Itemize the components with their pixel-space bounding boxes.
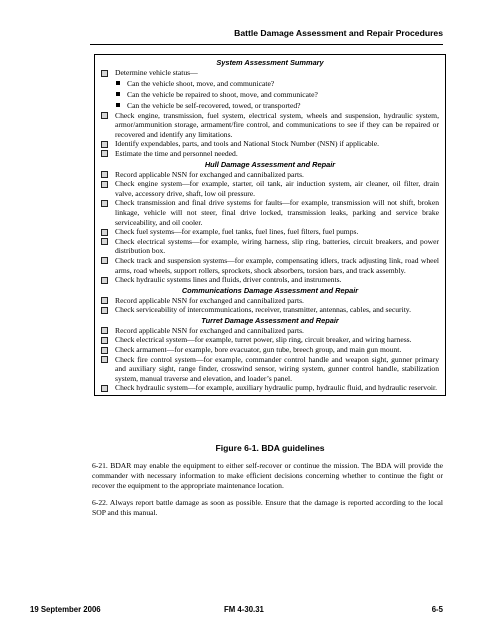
- figure-caption: Figure 6-1. BDA guidelines: [215, 443, 325, 453]
- checkbox-icon: [101, 356, 108, 363]
- checklist-item-text: Identify expendables, parts, and tools and National Stock Number (NSN) if applicable.: [115, 139, 380, 149]
- sub-bullet-text: Can the vehicle be repaired to shoot, move, and communicate?: [127, 89, 318, 99]
- checkbox-icon: [101, 307, 108, 314]
- checklist-item: [95, 149, 445, 159]
- sub-bullet-text: Can the vehicle be self-recovered, towed, or transported?: [127, 100, 301, 110]
- checkbox-icon: [101, 238, 108, 245]
- footer-page-number: 6-5: [431, 605, 443, 614]
- checklist-item: [95, 139, 445, 149]
- checkbox-icon: [101, 200, 108, 207]
- checklist-item-text: Check hydraulic systems lines and fluids, driver controls, and instruments.: [115, 275, 342, 285]
- sub-bullet-text: Can the vehicle shoot, move, and communicate?: [127, 78, 275, 88]
- checkbox-icon: [101, 70, 108, 77]
- checklist-item-text: Record applicable NSN for exchanged and cannibalized parts.: [115, 325, 304, 335]
- checklist-item-text: Record applicable NSN for exchanged and cannibalized parts.: [115, 295, 304, 305]
- checklist-item: [95, 296, 445, 306]
- checkbox-icon: [101, 141, 108, 148]
- checklist-item: [95, 335, 445, 345]
- checklist-item-text: Check serviceability of intercommunications, receiver, transmitter, antennas, cables, and security.: [115, 305, 411, 315]
- bullet-icon: [116, 92, 120, 96]
- section-heading: Turret Damage Assessment and Repair: [201, 315, 339, 325]
- paragraph-6-22: 6-22. Always report battle damage as soon as possible. Ensure that the damage is reported according to the local SOP and this manual.: [92, 498, 443, 517]
- checklist-item: [95, 68, 445, 78]
- checklist-item: [95, 227, 445, 237]
- checklist-item-text: Check electrical systems—for example, wiring harness, slip ring, batteries, circuit breakers, and power distribution box.: [115, 236, 439, 256]
- checklist-item-text: Check hydraulic system—for example, auxiliary hydraulic pump, hydraulic fluid, and hydraulic reservoir.: [115, 383, 438, 393]
- checklist-item-text: Check fuel systems—for example, fuel tanks, fuel lines, fuel filters, fuel pumps.: [115, 227, 359, 237]
- checkbox-icon: [101, 337, 108, 344]
- checklist-item-text: Estimate the time and personnel needed.: [115, 148, 238, 158]
- checklist-item-text: Check track and suspension systems—for example, compensating idlers, track adjusting link, road wheel arms, road wheels, support rollers, sprockets, shock absorbers, torsion bars, and track assembly.: [115, 255, 439, 275]
- checkbox-icon: [101, 150, 108, 157]
- section-heading: System Assessment Summary: [216, 58, 324, 67]
- bullet-icon: [116, 81, 120, 85]
- bda-guidelines-box: [94, 54, 446, 396]
- checklist-item-text: Check armament—for example, bore evacuator, gun tube, breech group, and main gun mount.: [115, 345, 402, 355]
- checklist-item-text: Check fire control system—for example, commander control handle and weapon sight, gunner primary and auxiliary sight, range finder, crosswind sensor, wiring system, gunner control handle, stabilization system, manual traverse and elevation, and loader’s panel.: [115, 354, 439, 383]
- checklist-item-text: Check engine, transmission, fuel system, electrical system, wheels and suspension, hydraulic system, armor/ammunition storage, armament/fire control, and communications to see if they can be repaired or recovered and identify any limitations.: [115, 110, 439, 139]
- checklist-item-text: Check transmission and final drive systems for faults—for example, transmission will not shift, broken linkage, vehicle will not steer, final drive locked, transmission leaks, parking and service brake serviceability, and oil cooler.: [115, 198, 439, 227]
- checkbox-icon: [101, 297, 108, 304]
- checklist-item-text: Record applicable NSN for exchanged and cannibalized parts.: [115, 169, 304, 179]
- checkbox-icon: [101, 229, 108, 236]
- checkbox-icon: [101, 181, 108, 188]
- box-bottom-padding: [95, 393, 445, 395]
- checkbox-icon: [101, 257, 108, 264]
- checklist-item: [95, 198, 445, 227]
- section-heading: Communications Damage Assessment and Repair: [181, 285, 359, 295]
- checkbox-icon: [101, 171, 108, 178]
- header-rule: [90, 44, 443, 45]
- checkbox-icon: [101, 327, 108, 334]
- checklist-item: [95, 345, 445, 355]
- checklist-item: [95, 326, 445, 336]
- sub-bullet-item: [95, 78, 445, 89]
- checkbox-icon: [101, 112, 108, 119]
- footer-date: 19 September 2006: [30, 605, 101, 614]
- footer-manual-number: FM 4-30.31: [224, 605, 264, 614]
- checklist-item-text: Check electrical system—for example, turret power, slip ring, circuit breaker, and wiring harness.: [115, 335, 412, 345]
- checkbox-icon: [101, 385, 108, 392]
- checklist-item: [95, 179, 445, 198]
- checklist-item: [95, 305, 445, 315]
- checklist-item-text: Determine vehicle status—: [115, 68, 198, 77]
- sub-bullet-item: [95, 89, 445, 100]
- checkbox-icon: [101, 277, 108, 284]
- checklist-item-text: Check engine system—for example, starter, oil tank, air induction system, air cleaner, oil filter, drain valve, accessory drive, shaft, low oil pressure.: [115, 179, 439, 198]
- checkbox-icon: [101, 347, 108, 354]
- bullet-icon: [116, 103, 120, 107]
- sub-bullet-item: [95, 100, 445, 111]
- checklist-item: [95, 170, 445, 180]
- checklist-item: [95, 275, 445, 285]
- running-header: Battle Damage Assessment and Repair Procedures: [234, 28, 443, 38]
- paragraph-6-21: 6-21. BDAR may enable the equipment to either self-recover or continue the mission. The BDA will provide the commander with necessary information to make efficient decisions concerning whether to continue the fight or recover the equipment to the appropriate maintenance location.: [92, 461, 443, 490]
- checklist-item: [95, 111, 445, 140]
- checklist-item: [95, 237, 445, 256]
- checklist-item: [95, 355, 445, 384]
- checklist-item: [95, 256, 445, 275]
- checklist-item: [95, 383, 445, 393]
- section-heading: Hull Damage Assessment and Repair: [204, 159, 336, 169]
